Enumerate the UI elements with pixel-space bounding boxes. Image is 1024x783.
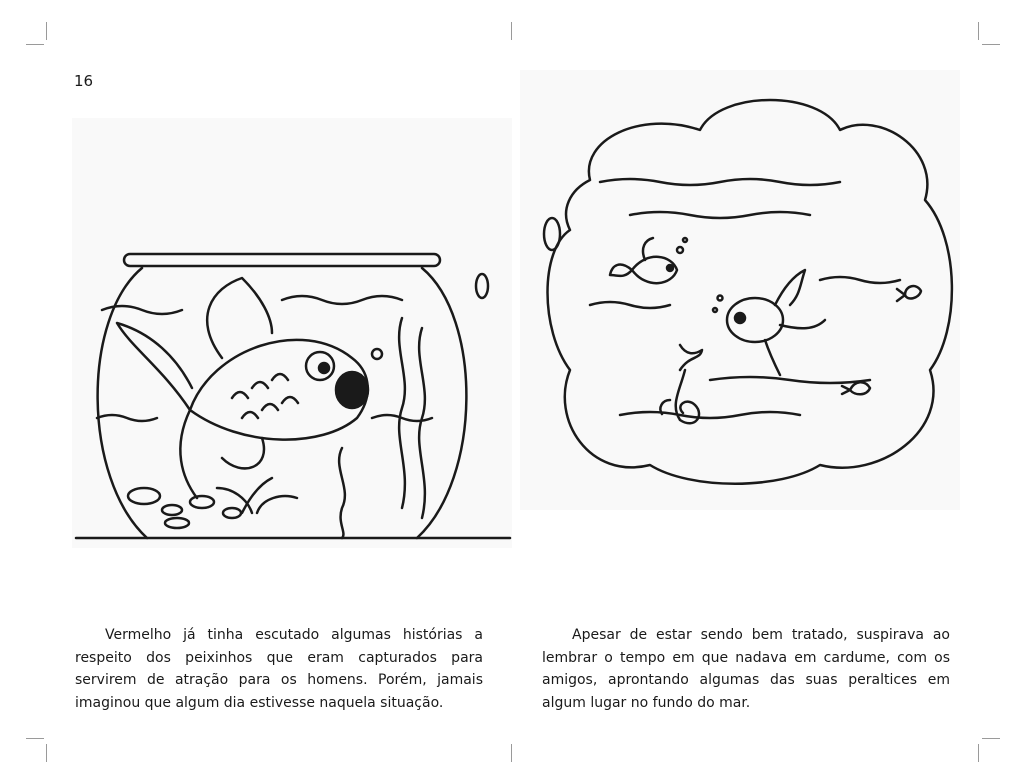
story-paragraph: Vermelho já tinha escutado algumas histórias a respeito dos peixinhos que eram capturados para servirem de atração para os homens. Porém, jamais imaginou que algum dia estivesse naquela situação. (75, 627, 483, 711)
page-number: 16 (74, 72, 94, 90)
fishbowl-illustration (72, 118, 512, 548)
sea-dream-illustration (520, 70, 960, 510)
right-page (512, 0, 1024, 783)
story-paragraph: Apesar de estar sendo bem tratado, suspirava ao lembrar o tempo em que nadava em cardume, com os amigos, aprontando algumas das suas peraltices em algum lugar no fundo do mar. (542, 627, 950, 711)
